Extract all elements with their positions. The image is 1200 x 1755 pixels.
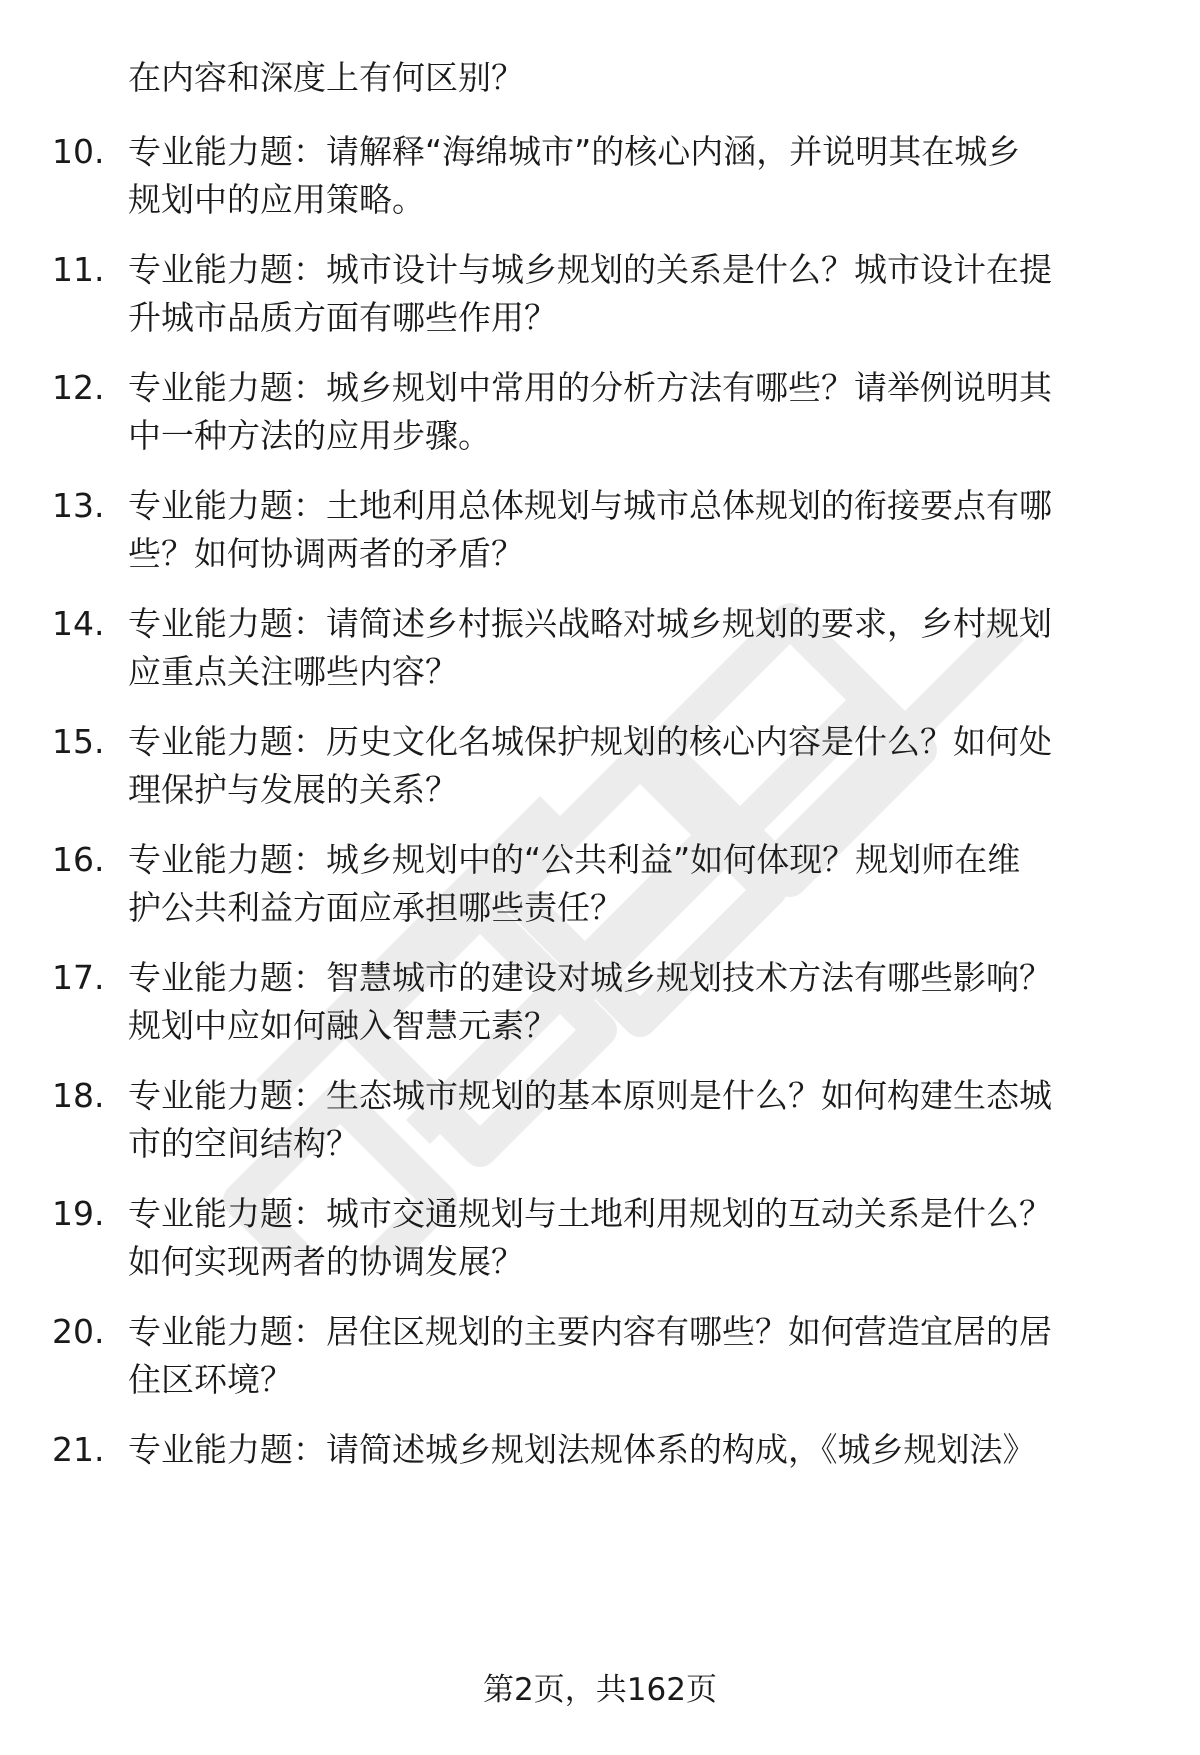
item-number: 21. xyxy=(52,1430,105,1469)
item-number: 18. xyxy=(52,1076,105,1115)
item-text-line-2: 市的空间结构？ xyxy=(128,1124,359,1163)
item-text-line-2: 理保护与发展的关系？ xyxy=(128,770,458,809)
item-text-line-1: 专业能力题：城乡规划中的“公共利益”如何体现？规划师在维 xyxy=(128,840,1021,879)
item-number: 19. xyxy=(52,1194,105,1233)
item-text-line-1: 专业能力题：请解释“海绵城市”的核心内涵，并说明其在城乡 xyxy=(128,132,1021,171)
item-text-line-2: 应重点关注哪些内容？ xyxy=(128,652,458,691)
item-number: 14. xyxy=(52,604,105,643)
item-number: 15. xyxy=(52,722,105,761)
item-text-line-2: 中一种方法的应用步骤。 xyxy=(128,416,491,455)
item-text-line-2: 升城市品质方面有哪些作用？ xyxy=(128,298,557,337)
item-text-line-2: 护公共利益方面应承担哪些责任？ xyxy=(128,888,623,927)
item-text-line-1: 专业能力题：城乡规划中常用的分析方法有哪些？请举例说明其 xyxy=(128,368,1052,407)
item-text-line-1: 专业能力题：城市交通规划与土地利用规划的互动关系是什么？ xyxy=(128,1194,1052,1233)
item-text-line-1: 专业能力题：生态城市规划的基本原则是什么？如何构建生态城 xyxy=(128,1076,1052,1115)
item-text-line-1: 专业能力题：智慧城市的建设对城乡规划技术方法有哪些影响？ xyxy=(128,958,1052,997)
item-text-line-1: 专业能力题：请简述乡村振兴战略对城乡规划的要求，乡村规划 xyxy=(128,604,1052,643)
item-number: 17. xyxy=(52,958,105,997)
continuation-text: 在内容和深度上有何区别？ xyxy=(128,58,524,97)
item-text-line-1: 专业能力题：城市设计与城乡规划的关系是什么？城市设计在提 xyxy=(128,250,1052,289)
item-text-line-2: 些？如何协调两者的矛盾？ xyxy=(128,534,524,573)
item-number: 12. xyxy=(52,368,105,407)
item-text-line-2: 住区环境？ xyxy=(128,1360,293,1399)
item-text-line-1: 专业能力题：请简述城乡规划法规体系的构成，《城乡规划法》 xyxy=(128,1430,1036,1469)
item-number: 20. xyxy=(52,1312,105,1351)
item-text-line-2: 如何实现两者的协调发展？ xyxy=(128,1242,524,1281)
item-number: 10. xyxy=(52,132,105,171)
item-text-line-2: 规划中应如何融入智慧元素？ xyxy=(128,1006,557,1045)
item-number: 16. xyxy=(52,840,105,879)
item-text-line-1: 专业能力题：土地利用总体规划与城市总体规划的衔接要点有哪 xyxy=(128,486,1052,525)
item-number: 13. xyxy=(52,486,105,525)
item-text-line-1: 专业能力题：居住区规划的主要内容有哪些？如何营造宜居的居 xyxy=(128,1312,1052,1351)
page-footer: 第2页，共162页 xyxy=(483,1672,717,1708)
item-text-line-2: 规划中的应用策略。 xyxy=(128,180,425,219)
item-text-line-1: 专业能力题：历史文化名城保护规划的核心内容是什么？如何处 xyxy=(128,722,1052,761)
item-number: 11. xyxy=(52,250,105,289)
